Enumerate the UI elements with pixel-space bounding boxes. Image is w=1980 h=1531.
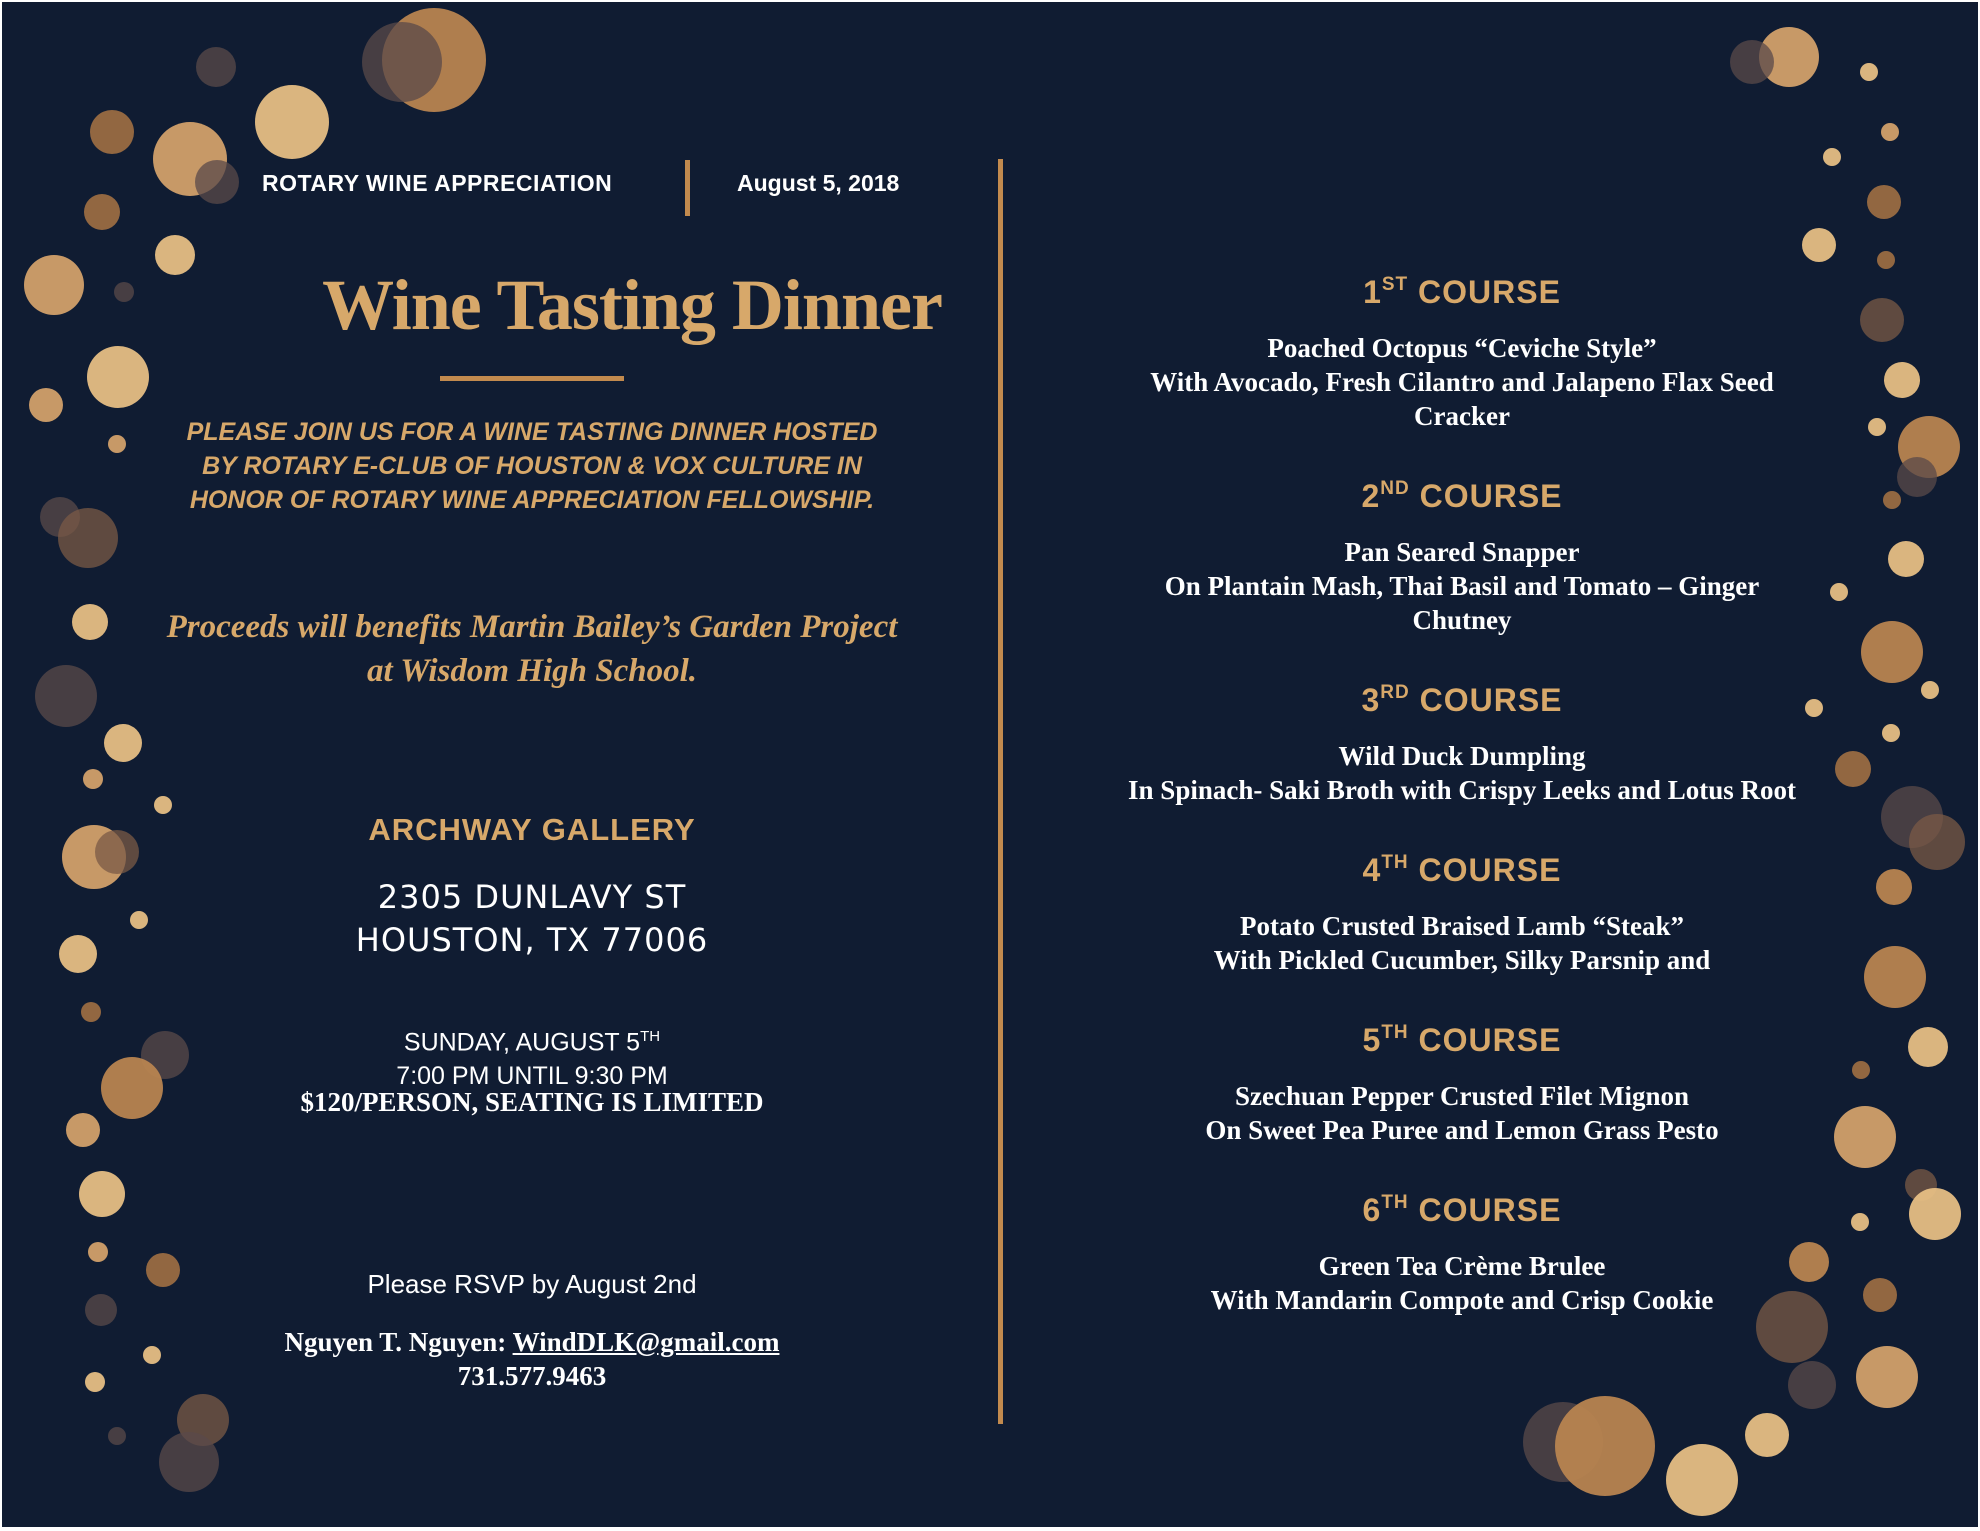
venue-name: ARCHWAY GALLERY: [368, 812, 696, 847]
bokeh-dot: [1888, 541, 1924, 577]
invitation-text: PLEASE JOIN US FOR A WINE TASTING DINNER HOSTED BY ROTARY E-CLUB OF HOUSTON & VOX CULTURE IN HONOR OF ROTARY WINE APPRECIATION FELLOWSHIP.: [186, 418, 878, 514]
course-heading: 3RD COURSE: [1361, 682, 1563, 718]
bokeh-dot: [108, 435, 126, 453]
course-4: [1062, 852, 1862, 977]
bokeh-dot: [1863, 1278, 1897, 1312]
course-line: On Plantain Mash, Thai Basil and Tomato – Ginger: [1164, 571, 1760, 601]
header-divider: [685, 160, 690, 216]
course-5: [1062, 1022, 1862, 1147]
address-city: HOUSTON, TX 77006: [355, 921, 709, 959]
bokeh-dot: [1860, 298, 1904, 342]
rsvp-contact: [202, 1325, 862, 1393]
bokeh-dot: [1745, 1413, 1789, 1457]
bokeh-dot: [59, 935, 97, 973]
proceeds-line-2: at Wisdom High School.: [366, 653, 698, 689]
bokeh-dot: [84, 194, 120, 230]
bokeh-dot: [24, 255, 84, 315]
bokeh-dot: [108, 1427, 126, 1445]
bokeh-dot: [81, 1002, 101, 1022]
course-line: Cracker: [1414, 401, 1510, 431]
title-underline: [440, 376, 624, 381]
address-street: 2305 DUNLAVY ST: [377, 878, 687, 916]
bokeh-dot: [79, 1171, 125, 1217]
contact-phone: 731.577.9463: [457, 1361, 607, 1391]
course-heading: 5TH COURSE: [1362, 1022, 1562, 1058]
contact-name: Nguyen T. Nguyen:: [284, 1327, 513, 1357]
bokeh-dot: [35, 665, 97, 727]
course-description: [1062, 1249, 1862, 1317]
bokeh-dot: [85, 1294, 117, 1326]
bokeh-dot: [66, 1113, 100, 1147]
bokeh-dot: [104, 724, 142, 762]
bokeh-dot: [88, 1242, 108, 1262]
bokeh-dot: [362, 22, 442, 102]
course-line: Green Tea Crème Brulee: [1318, 1251, 1606, 1281]
bokeh-dot: [1877, 251, 1895, 269]
header-org: ROTARY WINE APPRECIATION: [262, 170, 613, 196]
course-heading: 1ST COURSE: [1363, 274, 1561, 310]
bokeh-dot: [1864, 946, 1926, 1008]
bokeh-dot: [1884, 362, 1920, 398]
bokeh-dot: [1909, 1188, 1961, 1240]
header-date: August 5, 2018: [737, 170, 900, 196]
bokeh-dot: [114, 282, 134, 302]
bokeh-dot: [1921, 681, 1939, 699]
bokeh-dot: [1802, 228, 1836, 262]
course-line: Potato Crusted Braised Lamb “Steak”: [1240, 911, 1684, 941]
bokeh-dot: [1882, 724, 1900, 742]
rsvp-text: Please RSVP by August 2nd: [367, 1269, 697, 1299]
bokeh-dot: [29, 388, 63, 422]
course-line: Chutney: [1412, 605, 1512, 635]
bokeh-dot: [1908, 1027, 1948, 1067]
course-line: On Sweet Pea Puree and Lemon Grass Pesto: [1205, 1115, 1719, 1145]
course-line: Szechuan Pepper Crusted Filet Mignon: [1235, 1081, 1689, 1111]
bokeh-dot: [1788, 1361, 1836, 1409]
bokeh-dot: [159, 1432, 219, 1492]
bokeh-dot: [101, 1057, 163, 1119]
course-heading: 4TH COURSE: [1362, 852, 1562, 888]
bokeh-dot: [143, 1346, 161, 1364]
course-line: Poached Octopus “Ceviche Style”: [1267, 333, 1657, 363]
bokeh-dot: [154, 796, 172, 814]
bokeh-dot: [255, 85, 329, 159]
bokeh-dot: [1881, 123, 1899, 141]
course-line: With Pickled Cucumber, Silky Parsnip and: [1213, 945, 1711, 975]
bokeh-dot: [95, 830, 139, 874]
flyer: [2, 2, 1978, 1527]
bokeh-dot: [1856, 1346, 1918, 1408]
course-description: [1062, 909, 1862, 977]
bokeh-dot: [72, 604, 108, 640]
bokeh-dot: [196, 47, 236, 87]
bokeh-dot: [1868, 418, 1886, 436]
bokeh-dot: [146, 1253, 180, 1287]
event-datetime: [202, 1020, 862, 1093]
event-day: SUNDAY, AUGUST 5TH: [403, 1028, 661, 1057]
course-heading: 6TH COURSE: [1362, 1192, 1562, 1228]
course-line: In Spinach- Saki Broth with Crispy Leeks and Lotus Root: [1128, 775, 1796, 805]
course-line: Wild Duck Dumpling: [1338, 741, 1586, 771]
column-divider: [998, 159, 1003, 1424]
bokeh-dot: [85, 1372, 105, 1392]
bokeh-dot: [1730, 40, 1774, 84]
course-3: [1062, 682, 1862, 807]
course-description: [1062, 739, 1862, 807]
venue-address: [232, 876, 832, 962]
proceeds-note: [122, 605, 942, 693]
course-description: [1062, 535, 1862, 637]
bokeh-dot: [87, 346, 149, 408]
bokeh-dot: [83, 769, 103, 789]
course-line: Pan Seared Snapper: [1344, 537, 1580, 567]
bokeh-dot: [1666, 1444, 1738, 1516]
bokeh-dot: [1867, 185, 1901, 219]
bokeh-dot: [155, 235, 195, 275]
course-1: [1062, 274, 1862, 433]
bokeh-dot: [195, 160, 239, 204]
bokeh-dot: [1876, 869, 1912, 905]
proceeds-line-1: Proceeds will benefits Martin Bailey’s Garden Project: [166, 609, 898, 645]
event-time: 7:00 PM UNTIL 9:30 PM: [396, 1062, 668, 1091]
course-heading: 2ND COURSE: [1361, 478, 1563, 514]
course-description: [1062, 1079, 1862, 1147]
course-line: With Avocado, Fresh Cilantro and Jalapeno Flax Seed: [1150, 367, 1774, 397]
bokeh-dot: [1883, 491, 1901, 509]
course-2: [1062, 478, 1862, 637]
course-line: With Mandarin Compote and Crisp Cookie: [1210, 1285, 1714, 1315]
bokeh-dot: [130, 911, 148, 929]
bokeh-dot: [1860, 63, 1878, 81]
bokeh-dot: [1823, 148, 1841, 166]
bokeh-dot: [58, 508, 118, 568]
bokeh-dot: [1897, 457, 1937, 497]
page-title: Wine Tasting Dinner: [322, 265, 942, 345]
event-price: $120/PERSON, SEATING IS LIMITED: [300, 1087, 764, 1117]
contact-email-link[interactable]: WindDLK@gmail.com: [512, 1327, 780, 1357]
bokeh-dot: [1555, 1396, 1655, 1496]
course-description: [1062, 331, 1862, 433]
course-6: [1062, 1192, 1862, 1317]
bokeh-dot: [1861, 621, 1923, 683]
bokeh-dot: [90, 110, 134, 154]
bokeh-dot: [1909, 814, 1965, 870]
